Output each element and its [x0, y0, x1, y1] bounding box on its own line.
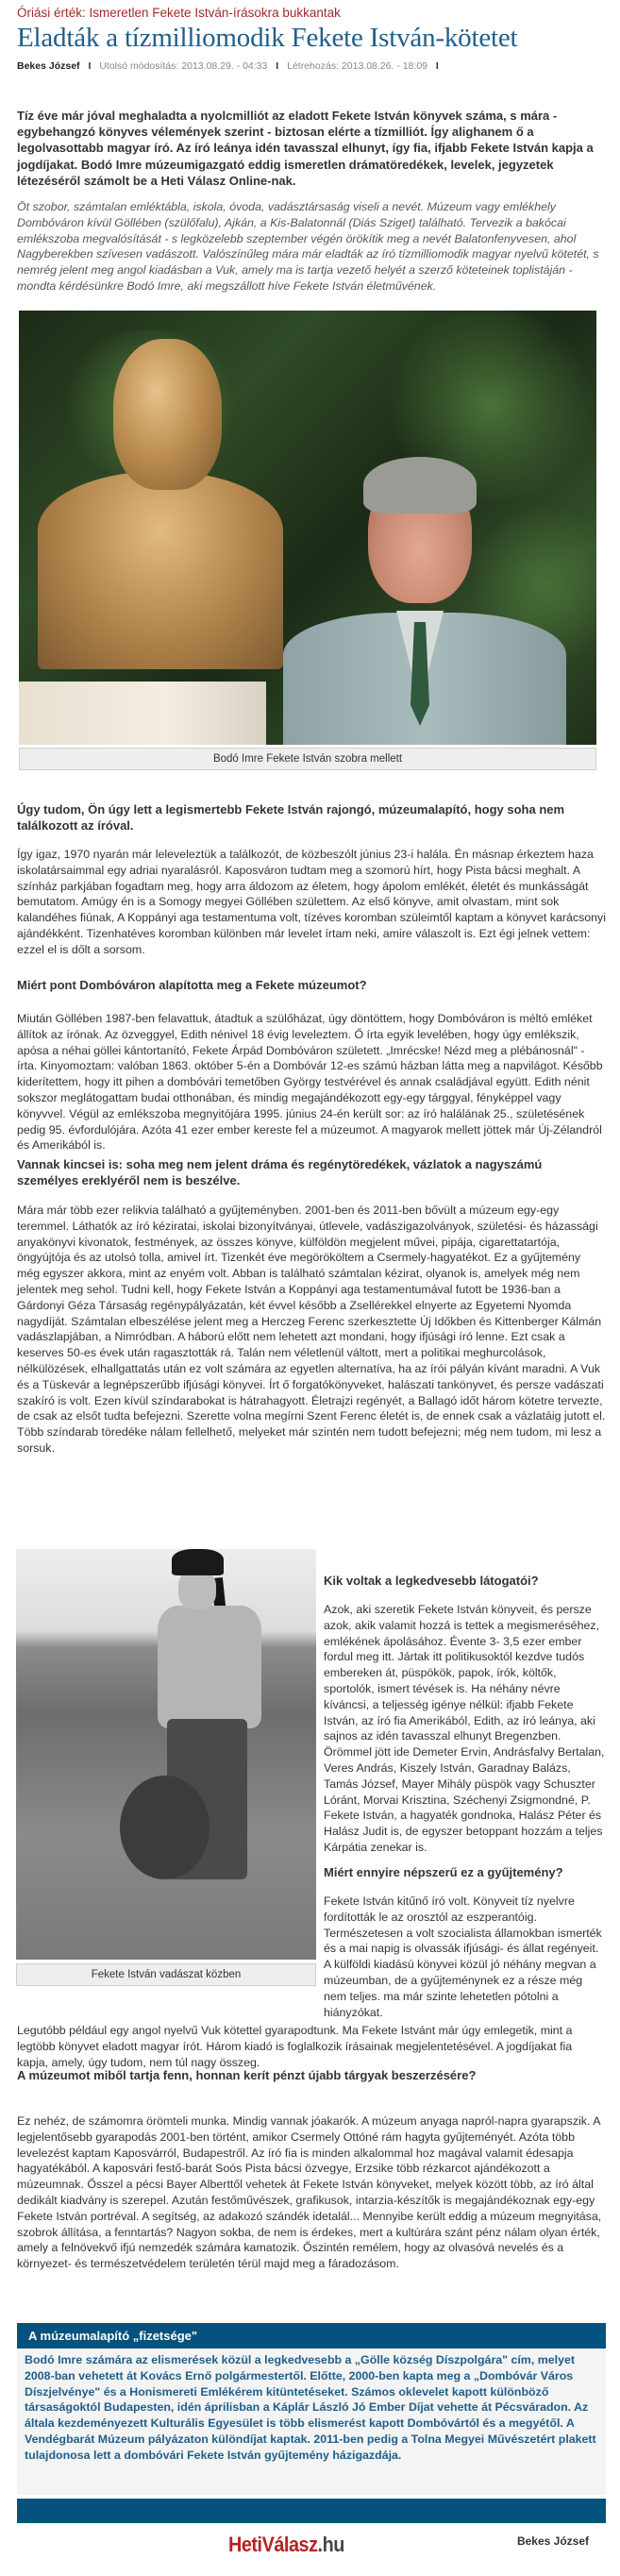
- interview-question: Kik voltak a legkedvesebb látogatói?: [324, 1574, 539, 1588]
- modified-date: 2013.08.29. - 04:33: [181, 60, 268, 72]
- interview-answer-continued: Legutóbb például egy angol nyelvű Vuk kötettel gyarapodtunk. Ma Fekete Istvánt már úgy emlegetik, mint a legtöbb könyvet eladott magyar írót. Három kiadó is foglalkozik írásainak megjelentetésével. A jogdíjakat fia kapja, amely, úgy tudom, nem túl nagy összeg.: [17, 2024, 573, 2069]
- interview-question: Miért ennyire népszerű ez a gyűjtemény?: [324, 1865, 563, 1879]
- footer-author: Bekes József: [516, 2534, 589, 2548]
- article-intro: Öt szobor, számtalan emléktábla, iskola, óvoda, vadásztársaság viseli a nevét. Múzeum vagy emlékhely Dombóváron kívül Göllében (szülőfalu), Ajkán, a Kis-Balatonnál (Diás Sziget) található. Tervezik a bakócai emlékszoba megvalósítását - s legközelebb szeptember végén örökítik meg a nevét Balatonfenyvesen, ahol Nagyberekben szívesen vadászott. Valószínűleg mára már eladták az író tízmilliomodik magyar nyelvű kötetét, s nemrég jelent meg angol kiadásban a Vuk, amely ma is tartja vezető helyét a szerző köteteinek toplistáján - mondta kérdésünkre Bodó Imre, aki megszállott híve Fekete István életművének.: [17, 200, 599, 293]
- statue-pedestal: [19, 682, 266, 745]
- info-box-title: A múzeumalapító „fizetsége": [17, 2323, 606, 2349]
- modified-label: Utolsó módosítás:: [99, 60, 179, 72]
- figure-hunting-photo: [16, 1549, 316, 1986]
- interview-answer: Ez nehéz, de számomra örömteli munka. Mindig vannak jóakarók. A múzeum anyaga napról-napra gyarapszik. A legjelentősebb gyarapodás 2001-ben történt, amikor Csermely Ottóné rám hagyta gyűjteményét. Azóta több levelezést kaptam Kaposvárról, Budapestről. Az író fia is minden alkalommal hoz magával valamit édesapja hagyatékából. A kaposvári festő-barát Soós Pista bácsi özvegye, Erzsike több rézkarcot ajándékozott a múzeumnak. Ősszel a pécsi Bayer Alberttől vehetek át Fekete István könyveket, melyek között több, az író által dedikált kiadvány is szerepel. Azután festőművészek, grafikusok, intarzia-készítők is megajándékoznak egy-egy Fekete István portréval. A segítség, az adakozó szándék idetalál... Mennyibe került eddig a múzeum megnyitása, szobrok állítása, a fenntartás? Nagyon sokba, de nem is érdekes, mert a kultúrára szánt pénz nálam olyan érték, amely a felnövekvő ifjú nemzedék számára kamatozik. Őszintén remélem, hogy az olvasóvá nevelés és a környezet- és természetvédelem területén térül majd meg a fáradozásom.: [17, 2114, 602, 2271]
- figure-caption: Fekete István vadászat közben: [16, 1963, 316, 1986]
- info-box-footer-bar: [17, 2499, 606, 2523]
- photo-bodo-imre-with-statue[interactable]: [19, 311, 596, 745]
- page-footer: [17, 2533, 606, 2561]
- interview-question: Vannak kincsei is: soha meg nem jelent dráma és regénytöredékek, vázlatok a nagyszámú személyes ereklyéről nem is beszélve.: [17, 1157, 543, 1188]
- figure-statue-photo: [19, 311, 596, 770]
- interview-answer: Azok, aki szeretik Fekete István könyveit, és persze azok, akik valamit hozzá is tettek a megismeréséhez, emlékének ápolásához. Évente 3- 3,5 ezer ember fordul meg itt. Jártak itt politikusoktól kezdve tudós embereken át, püspökök, papok, írók, költők, sportolók, ismert tévések is. Ha néhány névre kíváncsi, a teljesség igénye nélkül: ifjabb Fekete István, az író fia Amerikából, Edith, az író leánya, aki sajnos az idén tavasszal elhunyt Bregenzben. Örömmel jött ide Demeter Ervin, Andrásfalvy Bertalan, Veres András, Kiszely István, Garadnay Balázs, Tamás József, Mayer Mihály püspök vagy Schuszter Lóránt, Morvai Krisztina, Széchenyi Zsigmondné, P. Fekete István, a hagyaték gondnoka, Halász Péter és Halász Judit is, de egyszer betoppant hozzám a teljes Kárpátia zenekar is.: [324, 1603, 605, 1854]
- meta-separator: I: [435, 60, 439, 72]
- hetivalasz-logo[interactable]: HetiVálasz.hu: [228, 2533, 344, 2556]
- info-box: [17, 2323, 606, 2523]
- interview-answer: Mára már több ezer relikvia található a gyűjteményben. 2001-ben és 2011-ben bővült a múzeum egy-egy teremmel. Láthatók az író kéziratai, iskolai bizonyítványai, útlevele, vadászigazolványok, születési- és házassági anyakönyvi kivonatok, festmények, az összes könyve, külföldön megjelent művei, pipája, cigarettatartója, öngyújtója és az utolsó tolla, amivel írt. Tizenkét éve megörököltem a Csermely-hagyatékot. Ez a gyűjtemény még egyszer akkora, mint az enyém volt. Abban is található számtalan kézirat, olyanok is, amelyek még nem jelentek meg sehol. Tudni kell, hogy Fekete István a Koppányi aga testamentumával futott be 1936-ban a Gárdonyi Géza Társaság regénypályázatán, két évvel később a Zsellérekkel elnyerte az Egyetemi Nyomda nagydíját. Számtalan elbeszélése jelent meg a Herczeg Ferenc szerkesztette Új Időkben és Kittenberger Kálmán vadászlapjában, a Nimródban. A háború előtt nem lehetett azt mondani, hogy ifjúsági író lenne. Ezt csak a keserves 50-es évek után ragasztották rá. Talán nem véletlenül váltott, mert a politikai meghurcolások, nélkülözések, elhallgattatás után ez volt számára az egyetlen alternatíva, ha az írói pályán kívánt maradni. A Vuk és a Tüskevár a legnépszerűbb ifjúsági könyvei. Írt ő forgatókönyveket, halászati tankönyvet, és persze vadászati szakíró is volt. Ezen kívül színdarabokat is hátrahagyott. Életrajzi regényét, a Ballagó időt három kötetre tervezte, de csak az elsőt tudta befejezni. Szerette volna megírni Szent Ferenc életét is, de ennek csak a vázlatáig jutott el. Több színdarab töredéke nálam fellelhető, melyeket már szintén nem tudott befejezni; még nem tudom, mi lesz a sorsuk.: [17, 1204, 606, 1455]
- author-name[interactable]: Bekes József: [17, 60, 80, 72]
- interview-answer: Így igaz, 1970 nyarán már leleveleztük a találkozót, de közbeszólt június 23-i halála. Én másnap érkeztem haza iskolatársaimmal egy adriai nyaralásról. Kaposváron tudtam meg a szomorú hírt, hogy Pista bácsi meghalt. A színház parkjában fogadtam meg, hogy arra áldozom az életem, hogy ápolom emlékét, életét és munkásságát bemutatom. Amúgy én is a Somogy megyei Göllében születtem. Az első könyve, amit olvastam, mint sok kalandéhes fiúnak, A Koppányi aga testamentuma volt, tízéves koromban szüleimtől kaptam a könyvet karácsonyi ajándékként. Tizenhatéves koromban különben már levelet írtam neki, amire válaszolt is. Ezt égi jelnek vettem: ezzel el is dőlt a sorsom.: [17, 848, 607, 956]
- article-title: Eladták a tízmilliomodik Fekete István-kötetet: [17, 23, 518, 53]
- created-date: 2013.08.26. - 18:09: [341, 60, 427, 72]
- created-label: Létrehozás:: [287, 60, 339, 72]
- bust-body: [38, 471, 283, 669]
- interview-question: Úgy tudom, Ön úgy lett a legismertebb Fekete István rajongó, múzeumalapító, hogy soha nem találkozott az íróval.: [17, 802, 565, 833]
- info-box-body: Bodó Imre számára az elismerések közül a legkedvesebb a „Gölle község Díszpolgára" cím, melyet 2008-ban vehetett át Kovács Ernő polgármestertől. Előtte, 2000-ben kapta meg a „Dombóvár Város Díszjelvénye" és a Honismereti Emlékérem kitüntetéseket. Számos oklevelet kapott különböző társaságoktól Budapesten, idén áprilisban a Káplár László Jó Ember Díjat vehette át Pécsváradon. Az általa kezdeményezett Kulturális Egyesület is több elismerést kapott Dombóvártól és a megyétől. A Vendégbarát Múzeum pályázaton különdíjat kaptak. 2011-ben pedig a Tolna Megyei Művészetért plakett tulajdonosa lett a dombóvári Fekete István gyűjtemény házigazdája.: [17, 2349, 606, 2495]
- article-lead: Tíz éve már jóval meghaladta a nyolcmilliót az eladott Fekete István könyvek száma, s mára - egybehangzó könyves vélemények szerint - biztosan elérte a tízmilliót. Így alighanem ő a legolvasottabb magyar író. Az író leánya idén tavasszal elhunyt, így fia, ifjabb Fekete István kapja a jogdíjakat. Bodó Imre múzeumigazgató eddig ismeretlen drámatöredékek, levelek, jegyzetek létezéséről számolt be a Heti Válasz Online-nak.: [17, 109, 594, 188]
- photo-fekete-hunting[interactable]: [16, 1549, 316, 1960]
- interview-question: Miért pont Dombóváron alapította meg a Fekete múzeumot?: [17, 978, 367, 992]
- bust-head: [113, 339, 222, 490]
- interview-answer: Fekete István kitűnő író volt. Könyveit tíz nyelvre fordították le az orosztól az eszperantóig. Természetesen a volt szocialista államokban ismerték és a mai napig is olvassák ifjúsági- és állat regényeit. A külföldi kiadású könyvei közül jó néhány megvan a múzeumban, de a gyűjteménynek ez a része még nem teljes. ma már szinte lehetetlen pótolni a hiányzókat.: [324, 1894, 602, 2019]
- meta-separator: I: [88, 60, 92, 72]
- article-kicker[interactable]: Óriási érték: Ismeretlen Fekete István-írásokra bukkantak: [17, 6, 341, 20]
- interview-question: A múzeumot miből tartja fenn, honnan kerít pénzt újabb tárgyak beszerzésére?: [17, 2068, 477, 2082]
- article-meta: [17, 60, 606, 72]
- meta-separator: I: [276, 60, 279, 72]
- interview-answer: Miután Göllében 1987-ben felavattuk, átadtuk a szülőházat, úgy döntöttem, hogy Dombóváron is méltó emléket állítok az írónak. Az özveggyel, Edith nénivel 18 évig leveleztem. Ő írta egyik levelében, hogy úgy emlékszik, apósa a néhai göllei kántortanító, Fekete Árpád Dombóváron született. „Imrécske! Nézd meg a plébánosnál" - írta. Kinyomoztam: valóban 1863. október 5-én a Dombóvár 12-es számú házban látta meg a napvilágot. Később kiderítettem, hogy itt pihen a dombóvári temetőben György testvérével és annak családjával együtt. Edith nénit sokszor meglátogattam budai otthonában, és mindig megajándékozott egy-egy tárggyal, fényképpel vagy könyvvel. Végül az emlékszoba megnyitójára 1995. június 24-én került sor: az író halálának 25., születésének pedig 95. évfordulójára. Azóta 41 ezer ember kereste fel a múzeumot. A magyarok mellett jöttek már Új-Zélandról és Amerikából is.: [17, 1012, 603, 1153]
- hat-icon: [172, 1549, 224, 1575]
- figure-caption: Bodó Imre Fekete István szobra mellett: [19, 748, 596, 770]
